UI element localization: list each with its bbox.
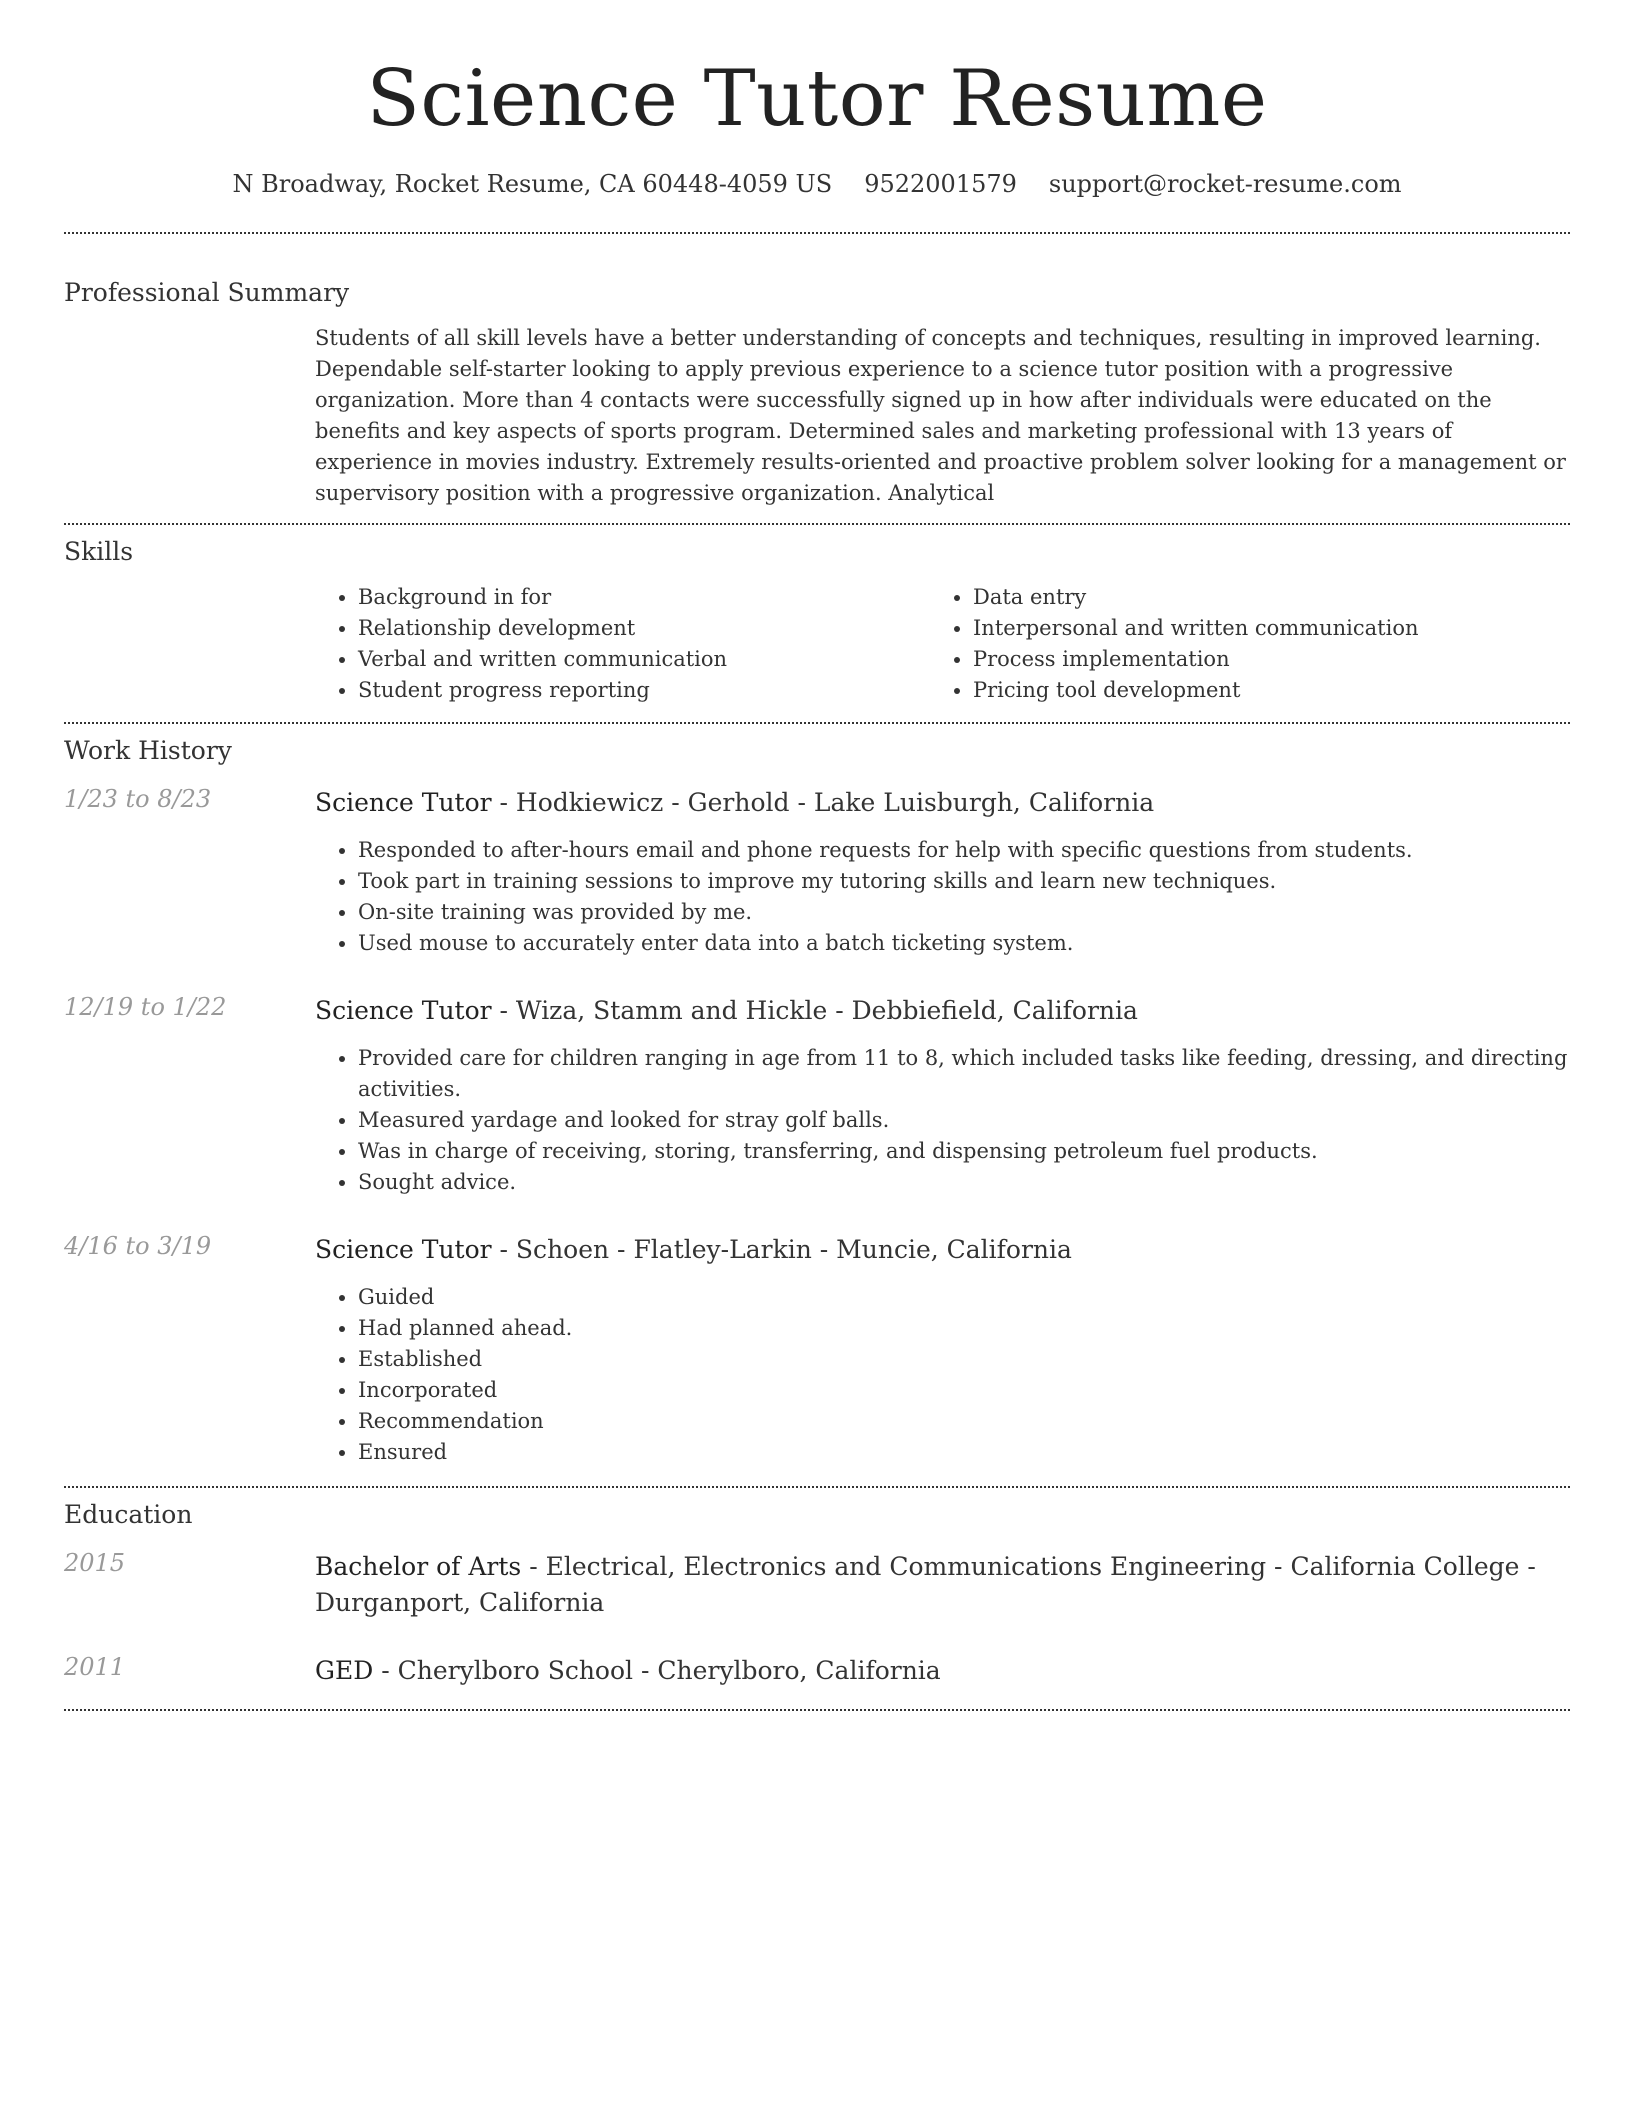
job-employer: - Schoen - Flatley-Larkin - Muncie, California xyxy=(491,1235,1072,1264)
job-body xyxy=(315,1232,1570,1468)
education-year: 2011 xyxy=(64,1653,126,1681)
job-dates: 4/16 to 3/19 xyxy=(64,1232,212,1260)
skill-item: • Interpersonal and written communication xyxy=(973,613,1545,644)
job-bullet: • Recommendation xyxy=(358,1406,1570,1437)
education-body xyxy=(315,1549,1570,1621)
skills-heading: Skills xyxy=(64,537,134,566)
contact-email: support@rocket-resume.com xyxy=(1048,170,1402,198)
job-bullet: • Ensured xyxy=(358,1437,1570,1468)
resume-title: Science Tutor Resume xyxy=(366,54,1268,144)
contact-phone: 9522001579 xyxy=(864,170,1017,198)
job-bullet: • Used mouse to accurately enter data into a batch ticketing system. xyxy=(358,928,1570,959)
contact-address: N Broadway, Rocket Resume, CA 60448-4059 US xyxy=(232,170,833,198)
divider xyxy=(64,722,1570,724)
summary-section xyxy=(64,278,1570,509)
job-bullets xyxy=(315,1282,1570,1468)
job-title: Science Tutor xyxy=(315,788,492,817)
job-bullet: • Incorporated xyxy=(358,1375,1570,1406)
job-bullet: • Was in charge of receiving, storing, transferring, and dispensing petroleum fuel products. xyxy=(358,1136,1570,1167)
job-bullet: • Provided care for children ranging in age from 11 to 8, which included tasks like feeding, dressing, and directing activities. xyxy=(358,1043,1570,1105)
education-heading: Education xyxy=(64,1500,193,1529)
summary-text: Students of all skill levels have a better understanding of concepts and techniques, resulting in improved learning. Dependable self-starter looking to apply previous experience to a science tutor position with a progressive organization. More than 4 contacts were successfully signed up in how after individuals were educated on the benefits and key aspects of sports program. Determined sales and marketing professional with 13 years of experience in movies industry. Extremely results-oriented and proactive problem solver looking for a management or supervisory position with a progressive organization. Analytical xyxy=(315,326,1566,505)
job-bullet: • Had planned ahead. xyxy=(358,1313,1570,1344)
resume-page xyxy=(64,0,1570,1711)
job-title: Science Tutor xyxy=(315,1235,492,1264)
education-entry xyxy=(64,1653,1570,1689)
skill-item: • Process implementation xyxy=(973,644,1545,675)
skill-item: • Data entry xyxy=(973,582,1545,613)
education-details: - Cherylboro School - Cherylboro, California xyxy=(373,1656,941,1685)
skills-column-right xyxy=(930,582,1545,706)
job-header xyxy=(315,785,1570,821)
skill-item: • Pricing tool development xyxy=(973,675,1545,706)
skill-item: • Background in for xyxy=(358,582,930,613)
education-header xyxy=(315,1653,1570,1689)
job-body xyxy=(315,785,1570,959)
education-entry xyxy=(64,1549,1570,1621)
education-year: 2015 xyxy=(64,1549,126,1577)
contact-line xyxy=(64,170,1570,198)
job-employer: - Hodkiewicz - Gerhold - Lake Luisburgh, California xyxy=(491,788,1155,817)
work-history-section xyxy=(64,736,1570,1468)
work-history-heading: Work History xyxy=(64,736,232,765)
divider xyxy=(64,1486,1570,1488)
education-body xyxy=(315,1653,1570,1689)
job-bullet: • Measured yardage and looked for stray golf balls. xyxy=(358,1105,1570,1136)
skills-column-left xyxy=(315,582,930,706)
job-bullet: • Established xyxy=(358,1344,1570,1375)
skill-item: • Student progress reporting xyxy=(358,675,930,706)
job-body xyxy=(315,993,1570,1198)
job-employer: - Wiza, Stamm and Hickle - Debbiefield, California xyxy=(491,996,1138,1025)
education-header xyxy=(315,1549,1570,1621)
job-bullet: • Sought advice. xyxy=(358,1167,1570,1198)
skills-section xyxy=(64,537,1570,706)
job-bullet: • On-site training was provided by me. xyxy=(358,897,1570,928)
job-title: Science Tutor xyxy=(315,996,492,1025)
education-section xyxy=(64,1500,1570,1689)
job-header xyxy=(315,1232,1570,1268)
job-dates: 1/23 to 8/23 xyxy=(64,785,212,813)
job-bullet: • Took part in training sessions to improve my tutoring skills and learn new techniques. xyxy=(358,866,1570,897)
skill-item: • Verbal and written communication xyxy=(358,644,930,675)
job-header xyxy=(315,993,1570,1029)
job-entry xyxy=(64,1232,1570,1468)
job-entry xyxy=(64,993,1570,1198)
degree-title: GED xyxy=(315,1656,374,1685)
divider xyxy=(64,523,1570,525)
job-entry xyxy=(64,785,1570,959)
degree-title: Bachelor of Arts xyxy=(315,1552,522,1581)
skill-item: • Relationship development xyxy=(358,613,930,644)
divider xyxy=(64,232,1570,234)
skills-list xyxy=(315,582,1570,706)
divider xyxy=(64,1709,1570,1711)
job-bullets xyxy=(315,1043,1570,1198)
job-bullet: • Responded to after-hours email and phone requests for help with specific questions from students. xyxy=(358,835,1570,866)
education-details: - Electrical, Electronics and Communications Engineering - California College - Durganport, California xyxy=(315,1552,1536,1617)
summary-heading: Professional Summary xyxy=(64,278,350,307)
job-dates: 12/19 to 1/22 xyxy=(64,993,227,1021)
job-bullet: • Guided xyxy=(358,1282,1570,1313)
job-bullets xyxy=(315,835,1570,959)
